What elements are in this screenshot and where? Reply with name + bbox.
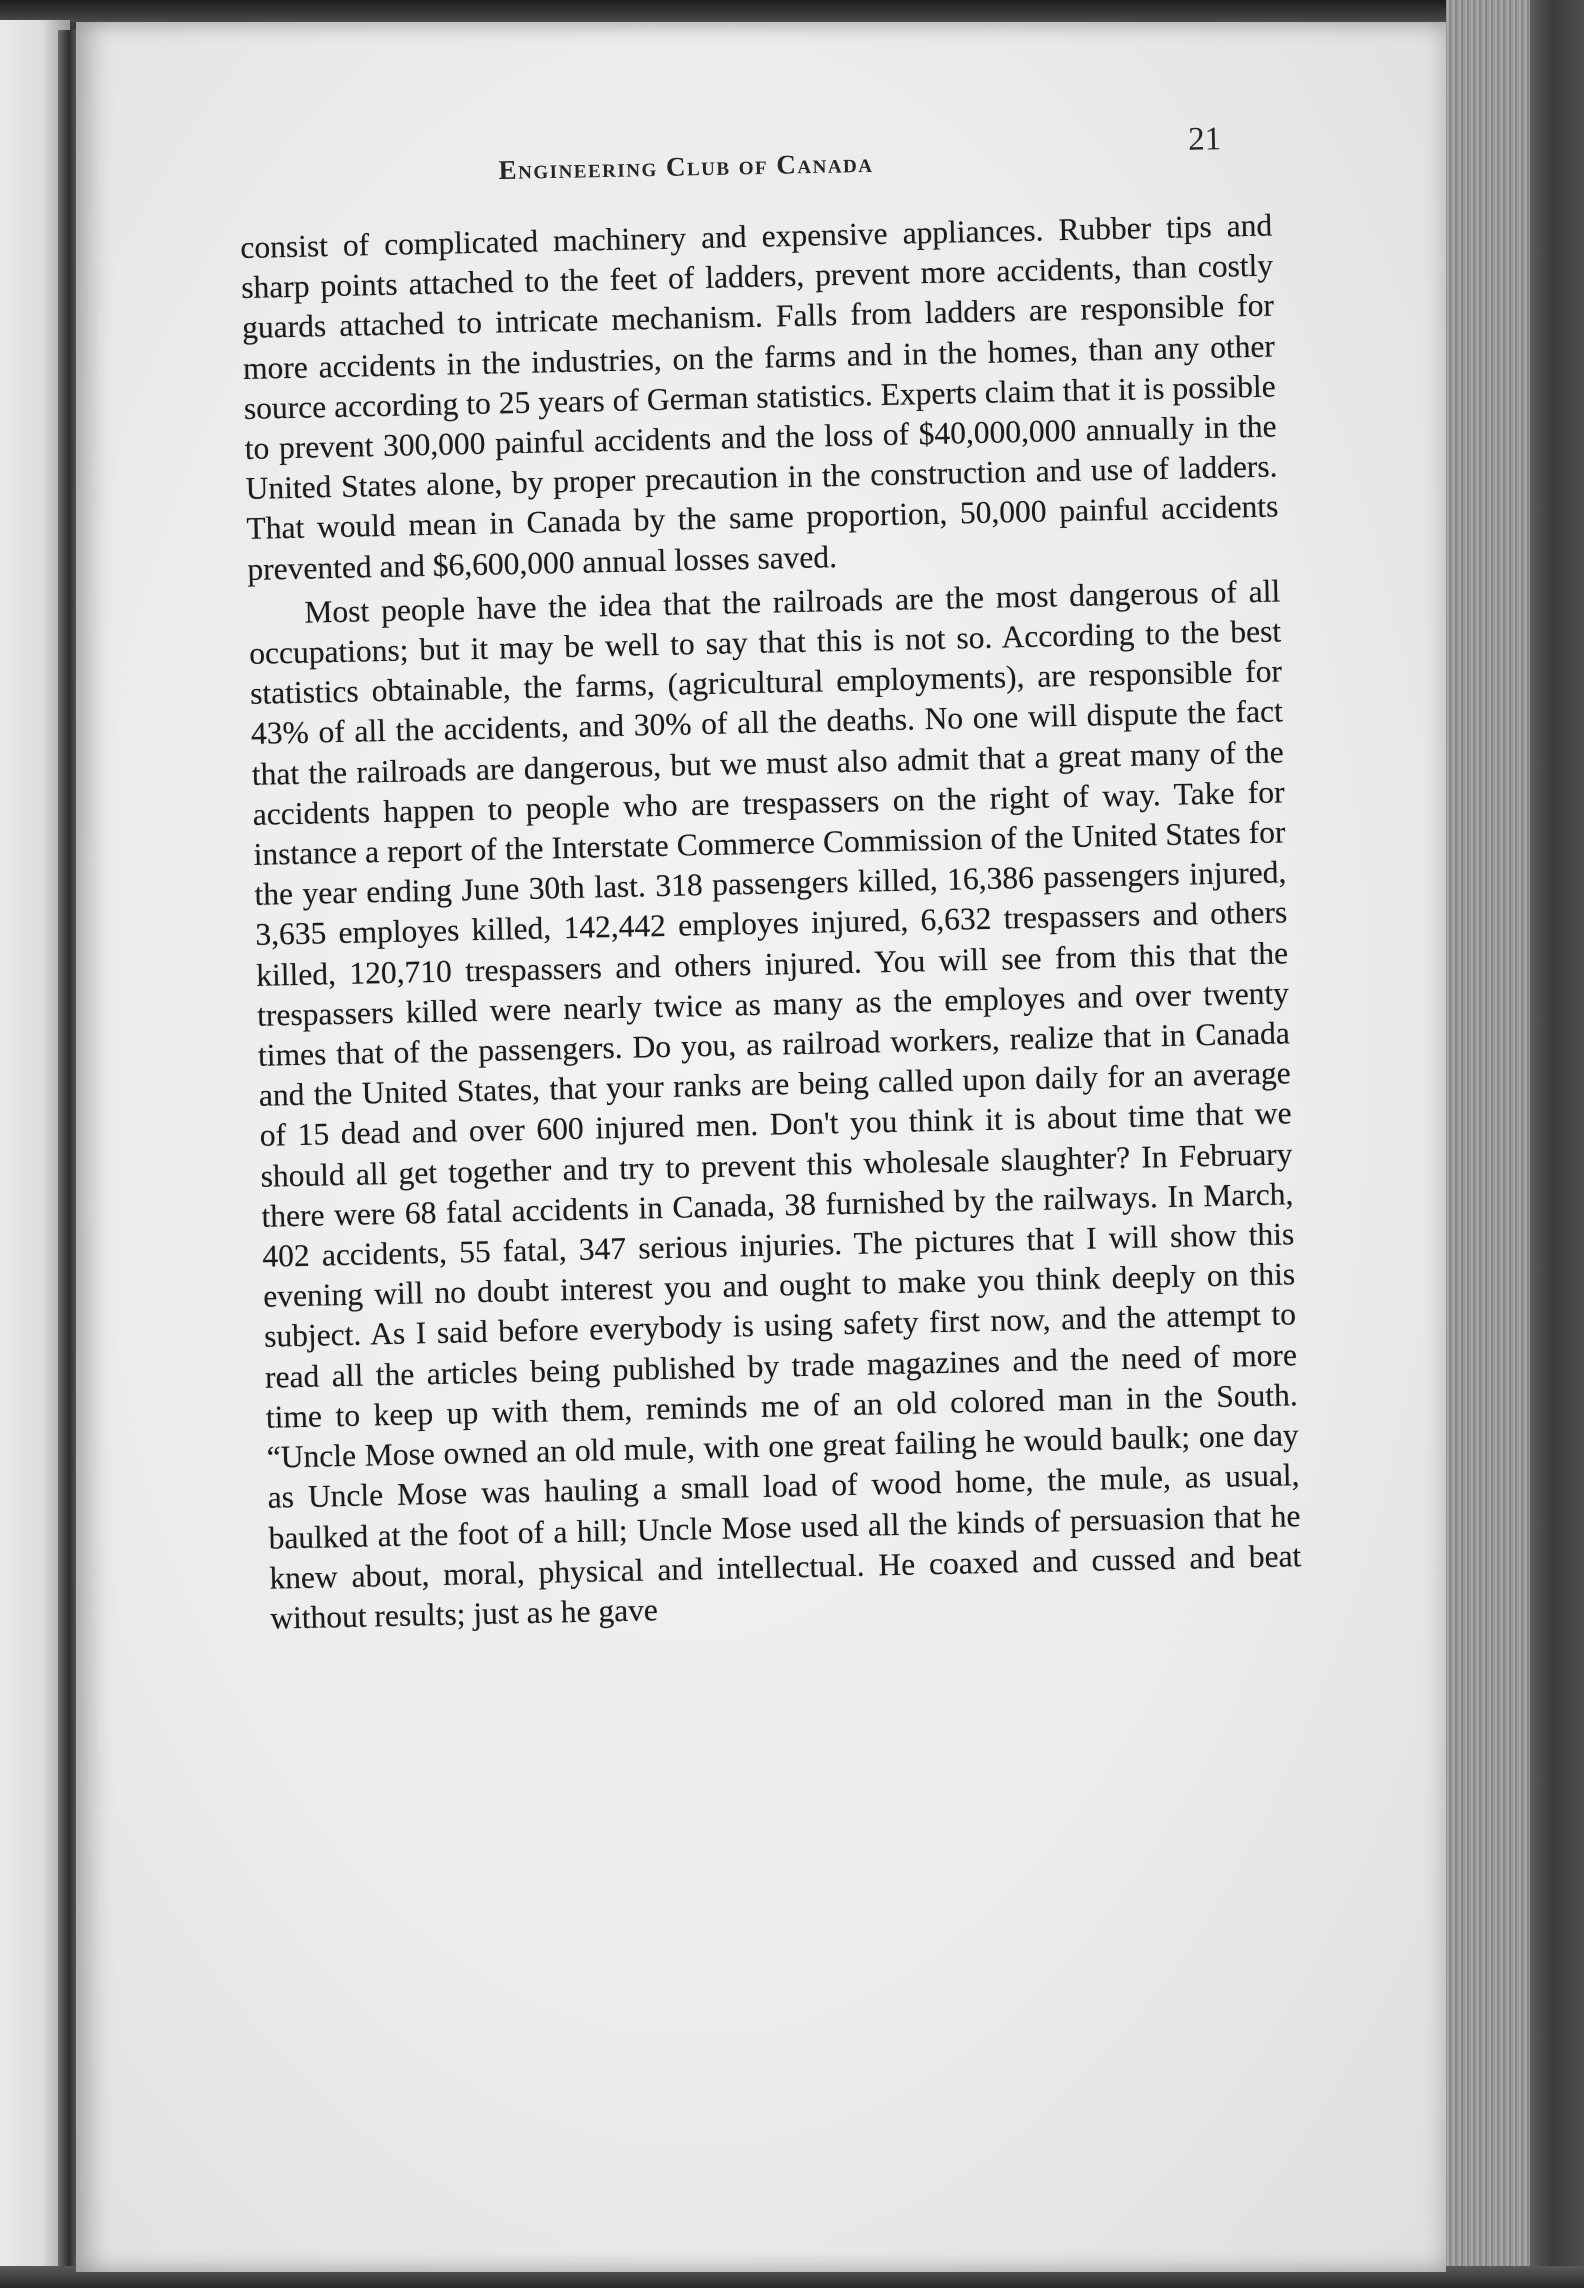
paragraph-ladders: consist of complicated machinery and expensive appliances. Rubber tips and sharp points attached to the feet of ladders, prevent more accidents, than costly guards attached to intricate mechanism. Falls from ladders are responsible for more accidents in the industries, on the farms and in the homes, than any other source according to 25 years of German statistics. Experts claim that it is possible to prevent 300,000 painful accidents and the loss of $40,000,000 annually in the United States alone, by proper precaution in the construction and use of ladders. That would mean in Canada by the same proportion, 50,000 painful accidents prevented and $6,600,000 annual losses saved. — [240, 207, 1279, 587]
page-number: 21 — [1187, 121, 1222, 158]
body-text — [240, 205, 1303, 1638]
book-cover-edge — [1530, 0, 1584, 2288]
running-title: Engineering Club of Canada — [498, 147, 874, 186]
scan-top-edge — [0, 0, 1584, 22]
paragraph-railroads: Most people have the idea that the railroads are the most dangerous of all occupations; but it may be well to say that this is not so. According to the best statistics obtainable, the farms, (agricultural employments), are responsible for 43% of all the accidents, and 30% of all the deaths. No one will dispute the fact that the railroads are dangerous, but we must also admit that a great many of the accidents happen to people who are trespassers on the right of way. Take for instance a report of the Interstate Commerce Commission of the United States for the year ending June 30th last. 318 passengers killed, 16,386 passengers injured, 3,635 employes killed, 142,442 employes injured, 6,632 trespassers and others killed, 120,710 trespassers and others injured. You will see from this that the trespassers killed were nearly twice as many as the employes and over twenty times that of the passengers. Do you, as railroad workers, realize that in Canada and the United States, that your ranks are being called upon daily for an average of 15 dead and over 600 injured men. Don't you think it is about time that we should all get together and try to prevent this wholesale slaughter? In February there were 68 fatal accidents in Canada, 38 furnished by the railways. In March, 402 accidents, 55 fatal, 347 serious injuries. The pictures that I will show this evening will no doubt interest you and ought to make you think deeply on this subject. As I said before everybody is using safety first now, and the attempt to read all the articles being published by trade magazines and the need of more time to keep up with them, reminds me of an old colored man in the South. “Uncle Mose owned an old mule, with one great failing he would baulk; one day as Uncle Mose was hauling a small load of wood home, the mule, as usual, baulked at the foot of a hill; Uncle Mose used all the kinds of persuasion that he knew about, moral, physical and intellectual. He coaxed and cussed and beat without results; just as he gave — [248, 573, 1302, 1636]
